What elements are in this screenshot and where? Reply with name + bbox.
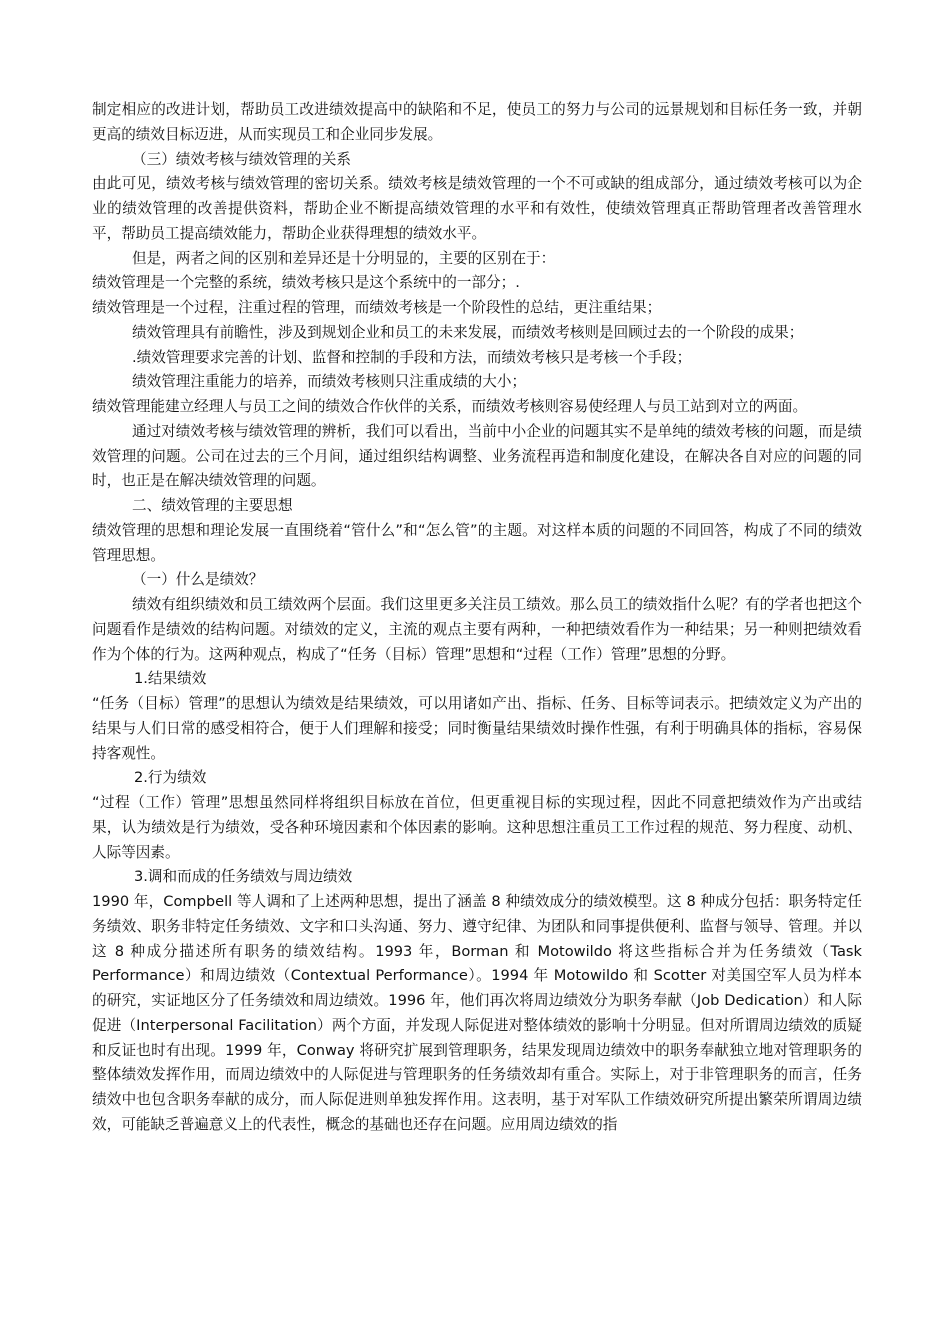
paragraph: “过程（工作）管理”思想虽然同样将组织目标放在首位，但更重视目标的实现过程，因此不同意把绩效作为产出或结果，认为绩效是行为绩效，受各种环境因素和个体因素的影响。这种思想注重员工工作过程的规范、努力程度、动机、人际等因素。 — [92, 794, 862, 861]
subsection-heading: 1.结果绩效 — [134, 670, 207, 688]
paragraph: 绩效管理的思想和理论发展一直围绕着“管什么”和“怎么管”的主题。对这样本质的问题的不同回答，构成了不同的绩效管理思想。 — [92, 521, 862, 564]
paragraph: 由此可见，绩效考核与绩效管理的密切关系。绩效考核是绩效管理的一个不可或缺的组成部分，通过绩效考核可以为企业的绩效管理的改善提供资料，帮助企业不断提高绩效管理的水平和有效性，使绩效管理真正帮助管理者改善管理水平，帮助员工提高绩效能力，帮助企业获得理想的绩效水平。 — [92, 175, 862, 242]
paragraph: 通过对绩效考核与绩效管理的辨析，我们可以看出，当前中小企业的问题其实不是单纯的绩效考核的问题，而是绩效管理的问题。公司在过去的三个月间，通过组织结构调整、业务流程再造和制度化建设，在解决各自对应的问题的同时，也正是在解决绩效管理的问题。 — [92, 422, 862, 490]
document-body — [92, 98, 867, 1138]
list-item: .绩效管理要求完善的计划、监督和控制的手段和方法，而绩效考核只是考核一个手段； — [132, 348, 692, 366]
subsection-heading: 2.行为绩效 — [134, 769, 207, 787]
list-item: 绩效管理具有前瞻性，涉及到规划企业和员工的未来发展，而绩效考核则是回顾过去的一个阶段的成果； — [132, 323, 804, 341]
list-item: 绩效管理是一个完整的系统，绩效考核只是这个系统中的一部分；. — [92, 274, 520, 292]
section-heading: （三）绩效考核与绩效管理的关系 — [132, 150, 351, 168]
paragraph: “任务（目标）管理”的思想认为绩效是结果绩效，可以用诸如产出、指标、任务、目标等词表示。把绩效定义为产出的结果与人们日常的感受相符合，便于人们理解和接受；同时衡量结果绩效时操作性强，有利于明确具体的指标，容易保持客观性。 — [92, 695, 862, 762]
section-heading: （一）什么是绩效？ — [132, 571, 264, 589]
list-item: 绩效管理能建立经理人与员工之间的绩效合作伙伴的关系，而绩效考核则容易使经理人与员工站到对立的两面。 — [92, 398, 808, 415]
paragraph: 绩效有组织绩效和员工绩效两个层面。我们这里更多关注员工绩效。那么员工的绩效指什么呢？有的学者也把这个问题看作是绩效的结构问题。对绩效的定义，主流的观点主要有两种，一种把绩效看作为一种结果；另一种则把绩效看作为个体的行为。这两种观点，构成了“任务（目标）管理”思想和“过程（工作）管理”思想的分野。 — [92, 596, 862, 663]
subsection-heading: 3.调和而成的任务绩效与周边绩效 — [134, 868, 353, 886]
list-item: 绩效管理是一个过程，注重过程的管理，而绩效考核是一个阶段性的总结，更注重结果； — [92, 299, 662, 316]
paragraph: 但是，两者之间的区别和差异还是十分明显的，主要的区别在于： — [132, 249, 556, 267]
paragraph: 制定相应的改进计划，帮助员工改进绩效提高中的缺陷和不足，使员工的努力与公司的远景规划和目标任务一致，并朝更高的绩效目标迈进，从而实现员工和企业同步发展。 — [92, 101, 862, 143]
chapter-heading: 二、绩效管理的主要思想 — [132, 497, 293, 514]
paragraph: 1990 年，Compbell 等人调和了上述两种思想，提出了涵盖 8 种绩效成分的绩效模型。这 8 种成分包括：职务特定任务绩效、职务非特定任务绩效、文字和口头沟通、努力、遵守纪律、为团队和同事提供便利、监督与领导、管理。并以这 8 种成分描述所有职务的绩效结构。1993 年，Borman 和 Motowildo 将这些指标合并为任务绩效（Task Performance）和周边绩效（Contextual Performance）。1994 年 Motowildo 和 Scotter 对美国空军人员为样本的研究，实证地区分了任务绩效和周边绩效。1996 年，他们再次将周边绩效分为职务奉献（Job Dedication）和人际促进（Interpersonal Facilitation）两个方面，并发现人际促进对整体绩效的影响十分明显。但对所谓周边绩效的质疑和反证也时有出现。1999 年，Conway 将研究扩展到管理职务，结果发现周边绩效中的职务奉献独立地对管理职务的整体绩效发挥作用，而周边绩效中的人际促进与管理职务的任务绩效却有重合。实际上，对于非管理职务的而言，任务绩效中也包含职务奉献的成分，而人际促进则单独发挥作用。这表明，基于对军队工作绩效研究所提出繁荣所谓周边绩效，可能缺乏普遍意义上的代表性，概念的基础也还存在问题。应用周边绩效的指 — [92, 893, 867, 1133]
list-item: 绩效管理注重能力的培养，而绩效考核则只注重成绩的大小； — [132, 373, 527, 391]
